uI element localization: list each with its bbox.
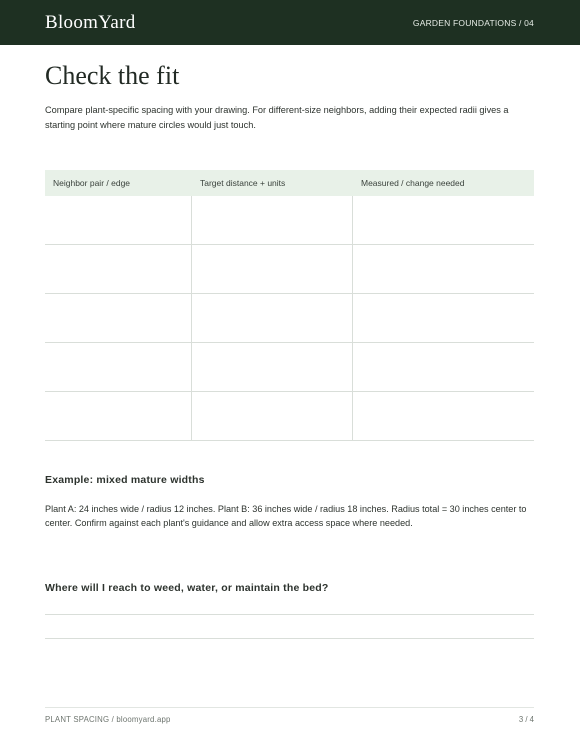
page-header xyxy=(0,0,580,45)
page-title: Check the fit xyxy=(45,61,180,90)
table-cell-target[interactable] xyxy=(192,294,353,342)
table-cell-target[interactable] xyxy=(192,245,353,293)
table-cell-measured[interactable] xyxy=(353,245,534,293)
table-cell-target[interactable] xyxy=(192,196,353,244)
table-cell-target[interactable] xyxy=(192,343,353,391)
table-row xyxy=(45,343,534,392)
table-header xyxy=(45,170,534,196)
table-cell-neighbor[interactable] xyxy=(45,245,192,293)
intro-text: Compare plant-specific spacing with your drawing. For different-size neighbors, adding their expected radii gives a starting point where mature circles would just touch. xyxy=(45,105,509,130)
table-row xyxy=(45,392,534,441)
table-cell-neighbor[interactable] xyxy=(45,392,192,440)
reflection-question: Where will I reach to weed, water, or maintain the bed? xyxy=(45,582,329,594)
table-row xyxy=(45,294,534,343)
example-heading: Example: mixed mature widths xyxy=(45,474,205,486)
answer-line[interactable] xyxy=(45,614,534,615)
footer-source: PLANT SPACING / bloomyard.app xyxy=(45,715,171,724)
table-cell-neighbor[interactable] xyxy=(45,294,192,342)
answer-line[interactable] xyxy=(45,638,534,639)
section-label: GARDEN FOUNDATIONS / 04 xyxy=(412,17,534,28)
table-cell-neighbor[interactable] xyxy=(45,343,192,391)
table-cell-target[interactable] xyxy=(192,392,353,440)
table-cell-measured[interactable] xyxy=(353,294,534,342)
brand-logo: BloomYard xyxy=(45,11,136,33)
example-text: Plant A: 24 inches wide / radius 12 inches. Plant B: 36 inches wide / radius 18 inches. Radius total = 30 inches center to center. Confirm against each plant's guidance and allow extra access space where needed. xyxy=(45,504,527,528)
table-cell-measured[interactable] xyxy=(353,343,534,391)
page-number: 3 / 4 xyxy=(518,715,534,724)
column-header-measured: Measured / change needed xyxy=(361,178,465,188)
table-cell-measured[interactable] xyxy=(353,196,534,244)
table-row xyxy=(45,196,534,245)
column-header-target: Target distance + units xyxy=(200,178,286,188)
footer-divider xyxy=(45,707,534,708)
table-cell-neighbor[interactable] xyxy=(45,196,192,244)
column-header-neighbor: Neighbor pair / edge xyxy=(53,178,131,188)
fit-table xyxy=(45,170,534,441)
table-row xyxy=(45,245,534,294)
table-cell-measured[interactable] xyxy=(353,392,534,440)
